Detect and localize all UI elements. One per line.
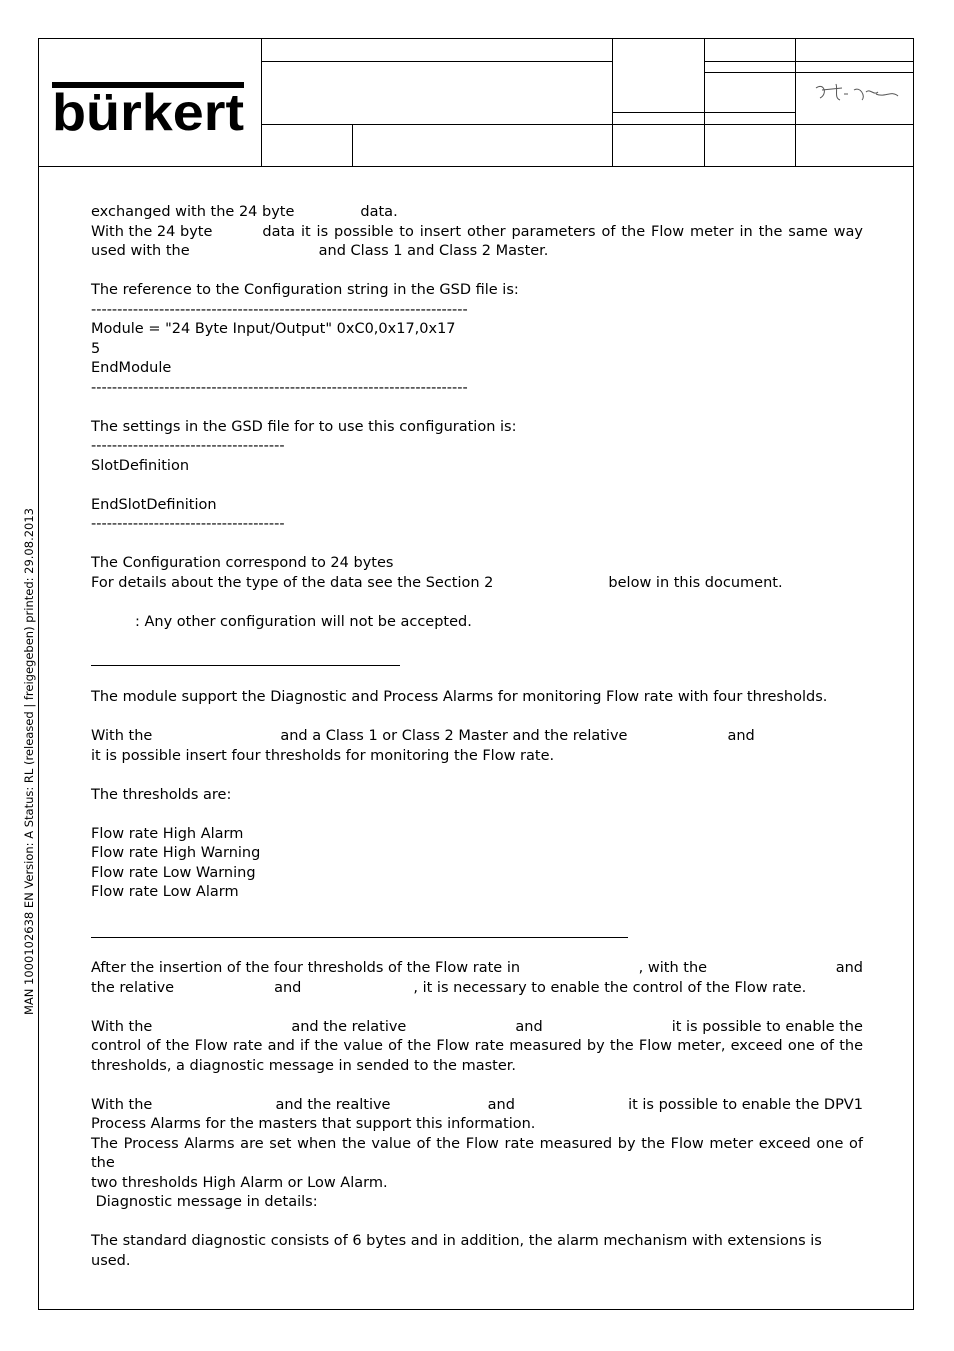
thresholds-line: thresholds, a diagnostic message in sended to the master. — [91, 1057, 516, 1074]
config-24-bytes: The Configuration correspond to 24 bytes — [91, 555, 394, 571]
header-vline-3 — [704, 38, 705, 166]
header-vline-4 — [795, 38, 796, 166]
header-vline-1 — [261, 38, 262, 166]
line-with-24-byte: With the 24 byte data it is possible to insert other parameters of the Flow meter in the same way — [91, 223, 863, 240]
with-the-line: With the and a Class 1 or Class 2 Master and the relative and — [91, 728, 755, 744]
with-the-dpv1-line: With the and the realtive and it is possible to enable the DPV1 — [91, 1096, 863, 1113]
threshold-item: Flow rate High Alarm — [91, 825, 244, 842]
diag-details-line: Diagnostic message in details: — [91, 1194, 318, 1210]
svg-text:bürkert: bürkert — [52, 84, 244, 136]
thresholds-are: The thresholds are: — [91, 786, 232, 803]
other-config-note: : Any other configuration will not be accepted. — [135, 613, 472, 630]
header-bottom-line — [38, 166, 914, 167]
signature-image — [814, 80, 900, 106]
end-slot-definition: EndSlotDefinition — [91, 496, 217, 513]
insert-four-line: it is possible insert four thresholds for monitoring the Flow rate. — [91, 747, 555, 764]
threshold-item: Flow rate Low Warning — [91, 864, 256, 881]
line-exchanged: exchanged with the 24 byte data. — [91, 204, 398, 220]
process-alarms-line: Process Alarms for the masters that support this information. — [91, 1116, 536, 1132]
section-rule — [91, 937, 628, 938]
enable-content — [91, 959, 863, 1271]
module-line: Module = "24 Byte Input/Output" 0xC0,0x17,0x17 — [91, 321, 456, 337]
line-used-with: used with the and Class 1 and Class 2 Master. — [91, 243, 549, 259]
dash-separator: ------------------------------------------------------------------------ — [91, 301, 468, 318]
burkert-logo — [52, 82, 244, 136]
dash-separator: ------------------------------------------------------------------------ — [91, 379, 468, 396]
header-hline-2 — [704, 61, 914, 62]
two-thresholds-line: two thresholds High Alarm or Low Alarm. — [91, 1174, 388, 1191]
relative-line: the relative and , it is necessary to enable the control of the Flow rate. — [91, 979, 807, 996]
end-module: EndModule — [91, 360, 172, 376]
module-support: The module support the Diagnostic and Process Alarms for monitoring Flow rate with four thresholds. — [91, 689, 828, 705]
with-the-enable-line: With the and the relative and it is possible to enable the — [91, 1018, 863, 1035]
header-vline-2 — [612, 38, 613, 166]
header-vline-5 — [352, 124, 353, 166]
standard-diag-line: The standard diagnostic consists of 6 bytes and in addition, the alarm mechanism with extensions is used. — [91, 1233, 822, 1269]
after-insertion-line: After the insertion of the four thresholds of the Flow rate in , with the and — [91, 960, 863, 976]
document-status-sidebar: MAN 1000102638 EN Version: A Status: RL (released | freigegeben) printed: 29.08.2013 — [22, 508, 36, 1015]
set-when-line: The Process Alarms are set when the value of the Flow rate measured by the Flow meter exceed one of the — [91, 1135, 863, 1171]
header-hline-1 — [261, 61, 612, 62]
dash-separator-short: ------------------------------------- — [91, 438, 285, 454]
header-hline-3 — [704, 72, 914, 73]
alarms-content — [91, 688, 863, 903]
settings-intro: The settings in the GSD file for to use this configuration is: — [91, 418, 517, 435]
header-hline-5 — [261, 124, 914, 125]
threshold-item: Flow rate High Warning — [91, 845, 261, 861]
main-content — [91, 203, 863, 632]
slot-definition: SlotDefinition — [91, 457, 190, 474]
module-five: 5 — [91, 340, 101, 357]
control-line: control of the Flow rate and if the value of the Flow rate measured by the Flow meter, exceed one of the — [91, 1038, 863, 1054]
dash-separator-short: ------------------------------------- — [91, 516, 285, 532]
section-rule — [91, 665, 400, 666]
details-line: For details about the type of the data see the Section 2 below in this document. — [91, 574, 783, 591]
header-hline-4 — [612, 112, 795, 113]
threshold-item: Flow rate Low Alarm — [91, 884, 239, 900]
ref-intro: The reference to the Configuration string in the GSD file is: — [91, 282, 519, 298]
